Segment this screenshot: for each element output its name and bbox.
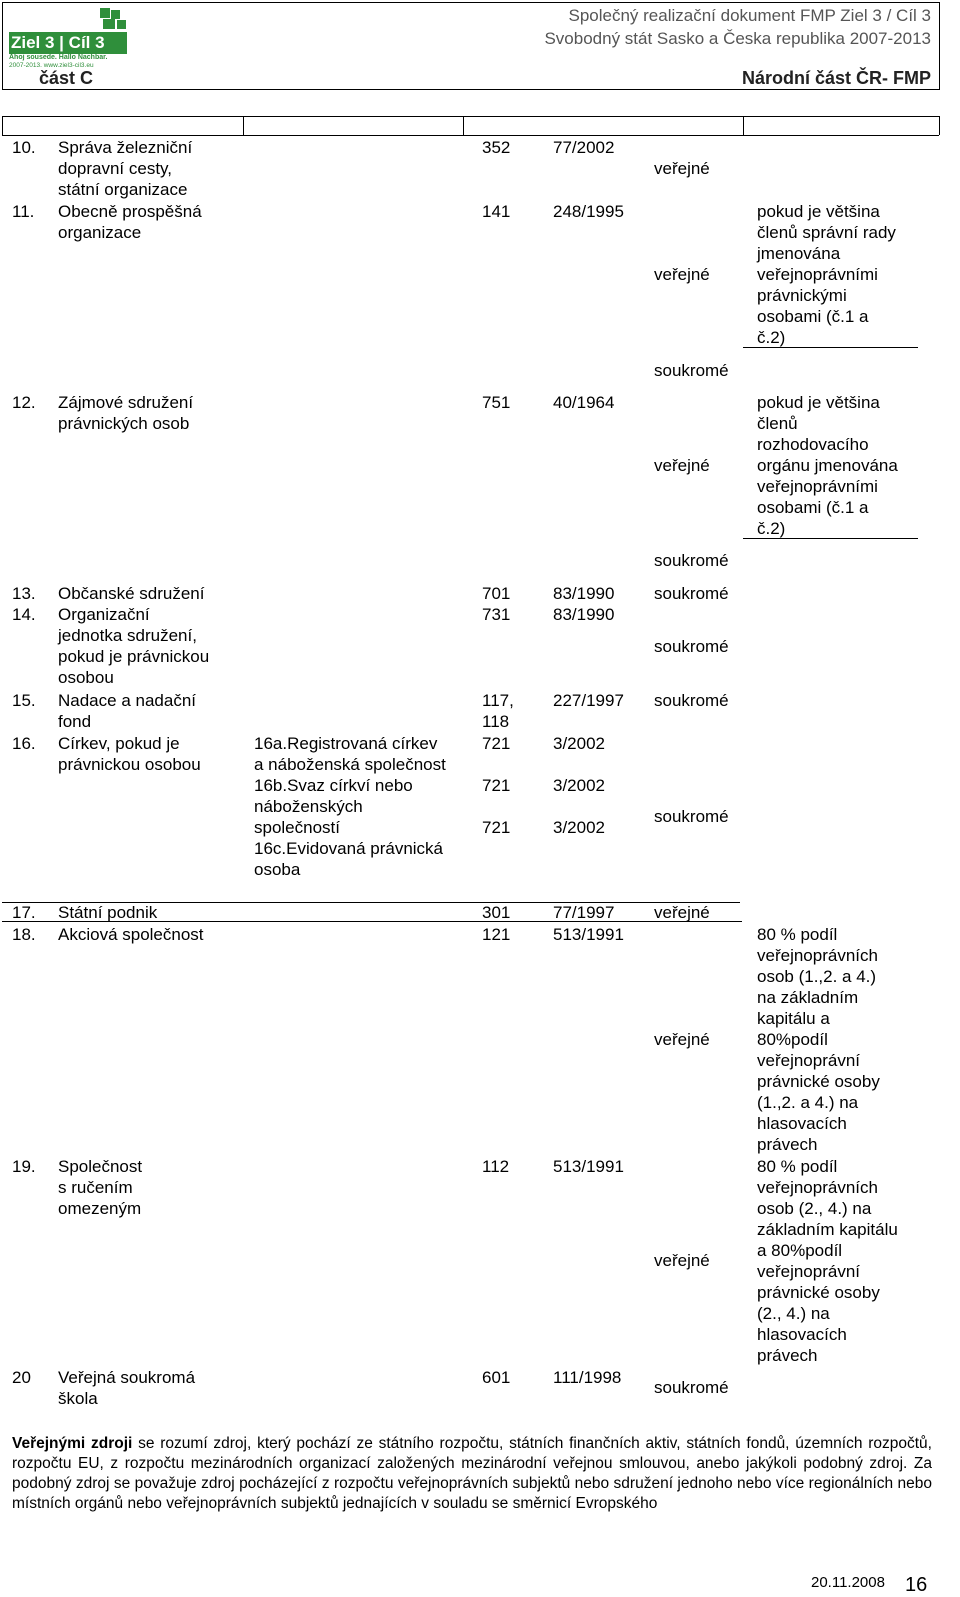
row-note: právech <box>757 1135 818 1154</box>
row-law: 77/1997 <box>553 903 615 922</box>
row-note: č.2) <box>757 328 786 347</box>
row-status: soukromé <box>654 361 729 380</box>
row-number: 15. <box>12 691 36 710</box>
row-law: 77/2002 <box>553 138 615 157</box>
row-note: 80 % podíl <box>757 1157 838 1176</box>
row-note: členů správní rady <box>757 223 896 242</box>
row-status: soukromé <box>654 637 729 656</box>
row-status: soukromé <box>654 807 729 826</box>
row-code: 751 <box>482 393 511 412</box>
row-status: veřejné <box>654 1251 710 1270</box>
row-note: veřejnoprávní <box>757 1051 861 1070</box>
row-number: 20 <box>12 1368 31 1387</box>
row-note: jmenována <box>757 244 841 263</box>
row-name: organizace <box>58 223 142 242</box>
row-law: 111/1998 <box>553 1368 622 1387</box>
row-code: 141 <box>482 202 511 221</box>
row-note: (2., 4.) na <box>757 1304 830 1323</box>
row-subtype: 16c.Evidovaná právnická <box>254 839 444 858</box>
row-note: orgánu jmenována <box>757 456 898 475</box>
row-status: soukromé <box>654 551 729 570</box>
row-name: Nadace a nadační <box>58 691 196 710</box>
row-name: Obecně prospěšná <box>58 202 202 221</box>
row-status: soukromé <box>654 1378 729 1397</box>
row-status: veřejné <box>654 1030 710 1049</box>
row-note: pokud je většina <box>757 393 880 412</box>
row-note: osobami (č.1 a <box>757 307 869 326</box>
row-note: rozhodovacího <box>757 435 869 454</box>
row-name: Akciová společnost <box>58 925 204 944</box>
row-note: osob (1.,2. a 4.) <box>757 967 877 986</box>
row-code: 352 <box>482 138 511 157</box>
row-law: 248/1995 <box>553 202 624 221</box>
logo-title: Ziel 3 | Cíl 3 <box>11 33 105 52</box>
row-subtype: společností <box>254 818 340 837</box>
row-subtype: a náboženská společnost <box>254 755 446 774</box>
row-note: pokud je většina <box>757 202 880 221</box>
row-note: č.2) <box>757 519 786 538</box>
row-code: 721 <box>482 734 511 753</box>
row-note: 80 % podíl <box>757 925 838 944</box>
row-name: škola <box>58 1389 98 1408</box>
row-note: členů <box>757 414 798 433</box>
row-note: základním kapitálu <box>757 1220 898 1239</box>
row-name: Společnost <box>58 1157 143 1176</box>
row-code: 721 <box>482 776 511 795</box>
document-title-line1: Společný realizační dokument FMP Ziel 3 / Cíl 3 <box>568 6 931 25</box>
row-note: 80%podíl <box>757 1030 828 1049</box>
row-name: pokud je právnickou <box>58 647 210 666</box>
logo-years: 2007-2013. <box>9 62 42 69</box>
footnote-term: Veřejnými zdroji <box>12 1435 133 1452</box>
row-name: Občanské sdružení <box>58 584 205 603</box>
row-name: státní organizace <box>58 180 188 199</box>
row-law: 513/1991 <box>553 1157 624 1176</box>
section-label: Národní část ČR- FMP <box>741 68 931 88</box>
page-number: 16 <box>905 1574 928 1596</box>
row-name: Veřejná soukromá <box>58 1368 196 1387</box>
ziel3-logo <box>7 6 129 68</box>
row-law: 3/2002 <box>553 776 605 795</box>
row-law: 40/1964 <box>553 393 615 412</box>
row-law: 83/1990 <box>553 605 615 624</box>
row-number: 11. <box>12 202 35 221</box>
row-code: 721 <box>482 818 511 837</box>
document-title-line2: Svobodný stát Sasko a Česka republika 2007-2013 <box>544 29 931 48</box>
row-note: hlasovacích <box>757 1325 847 1344</box>
row-note: a 80%podíl <box>757 1241 843 1260</box>
row-code: 117, <box>482 691 514 710</box>
row-number: 12. <box>12 393 36 412</box>
row-note: veřejnoprávních <box>757 1178 878 1197</box>
row-note: právnickými <box>757 286 847 305</box>
row-note: právnické osoby <box>757 1072 880 1091</box>
row-name: právnickou osobou <box>58 755 201 774</box>
footnote <box>12 1434 932 1514</box>
row-law: 3/2002 <box>553 818 605 837</box>
row-name: fond <box>58 712 92 731</box>
row-number: 19. <box>12 1157 36 1176</box>
page-header <box>2 2 940 90</box>
row-code: 301 <box>482 903 511 922</box>
row-name: osobou <box>58 668 114 687</box>
row-note: veřejnoprávních <box>757 946 878 965</box>
row-status: veřejné <box>654 903 710 922</box>
row-status: veřejné <box>654 456 710 475</box>
row-code: 121 <box>482 925 511 944</box>
part-label: část C <box>39 68 94 88</box>
row-code: 731 <box>482 605 511 624</box>
row-subtype: 16b.Svaz církví nebo <box>254 776 413 795</box>
row-law: 227/1997 <box>553 691 624 710</box>
row-number: 17. <box>12 903 36 922</box>
row-number: 10. <box>12 138 36 157</box>
row-status: soukromé <box>654 691 729 710</box>
row-code: 601 <box>482 1368 511 1387</box>
row-code: 118 <box>482 712 510 731</box>
row-note: hlasovacích <box>757 1114 847 1133</box>
footnote-text: se rozumí zdroj, který pochází ze státního rozpočtu, státních finančních aktiv, státních fondů, územních rozpočtů, rozpočtu EU, z rozpočtu mezinárodních organizací založených mezinárodní veřejnou smlouvou, anebo jakýkoli podobný zdroj. Za podobný zdroj se považuje zdroj pocházející z rozpočtu veřejnoprávních subjektů nebo sdružení jednoho nebo více regionálních nebo místních orgánů nebo veřejnoprávních subjektů jednajících v souladu se směrnicí Evropského <box>12 1435 932 1512</box>
row-note: osobami (č.1 a <box>757 498 869 517</box>
row-name: Církev, pokud je <box>58 734 180 753</box>
logo-url: www.ziel3-cil3.eu <box>43 62 94 69</box>
row-name: Státní podnik <box>58 903 158 922</box>
row-note: právech <box>757 1346 818 1365</box>
row-law: 3/2002 <box>553 734 605 753</box>
row-note: veřejnoprávními <box>757 265 878 284</box>
row-status: veřejné <box>654 265 710 284</box>
row-code: 112 <box>482 1157 510 1176</box>
row-note: osob (2., 4.) na <box>757 1199 872 1218</box>
logo-tagline: Ahoj sousede. Hallo Nachbar. <box>9 54 108 61</box>
row-subtype: 16a.Registrovaná církev <box>254 734 438 753</box>
row-law: 83/1990 <box>553 584 615 603</box>
row-name: Zájmové sdružení <box>58 393 194 412</box>
row-note: právnické osoby <box>757 1283 880 1302</box>
row-code: 701 <box>482 584 511 603</box>
row-note: veřejnoprávními <box>757 477 878 496</box>
footer-date: 20.11.2008 <box>811 1574 885 1591</box>
row-note: (1.,2. a 4.) na <box>757 1093 859 1112</box>
row-name: jednotka sdružení, <box>58 626 197 645</box>
row-number: 16. <box>12 734 36 753</box>
row-number: 18. <box>12 925 36 944</box>
row-subtype: náboženských <box>254 797 363 816</box>
row-number: 14. <box>12 605 36 624</box>
row-name: omezeným <box>58 1199 142 1218</box>
row-name: Správa železniční <box>58 138 193 157</box>
row-note: veřejnoprávní <box>757 1262 861 1281</box>
row-status: soukromé <box>654 584 729 603</box>
row-status: veřejné <box>654 159 710 178</box>
row-name: s ručením <box>58 1178 133 1197</box>
row-name: právnických osob <box>58 414 190 433</box>
row-note: kapitálu a <box>757 1009 830 1028</box>
row-law: 513/1991 <box>553 925 624 944</box>
row-number: 13. <box>12 584 36 603</box>
row-name: Organizační <box>58 605 150 624</box>
row-note: na základním <box>757 988 859 1007</box>
row-name: dopravní cesty, <box>58 159 173 178</box>
row-subtype: osoba <box>254 860 301 879</box>
